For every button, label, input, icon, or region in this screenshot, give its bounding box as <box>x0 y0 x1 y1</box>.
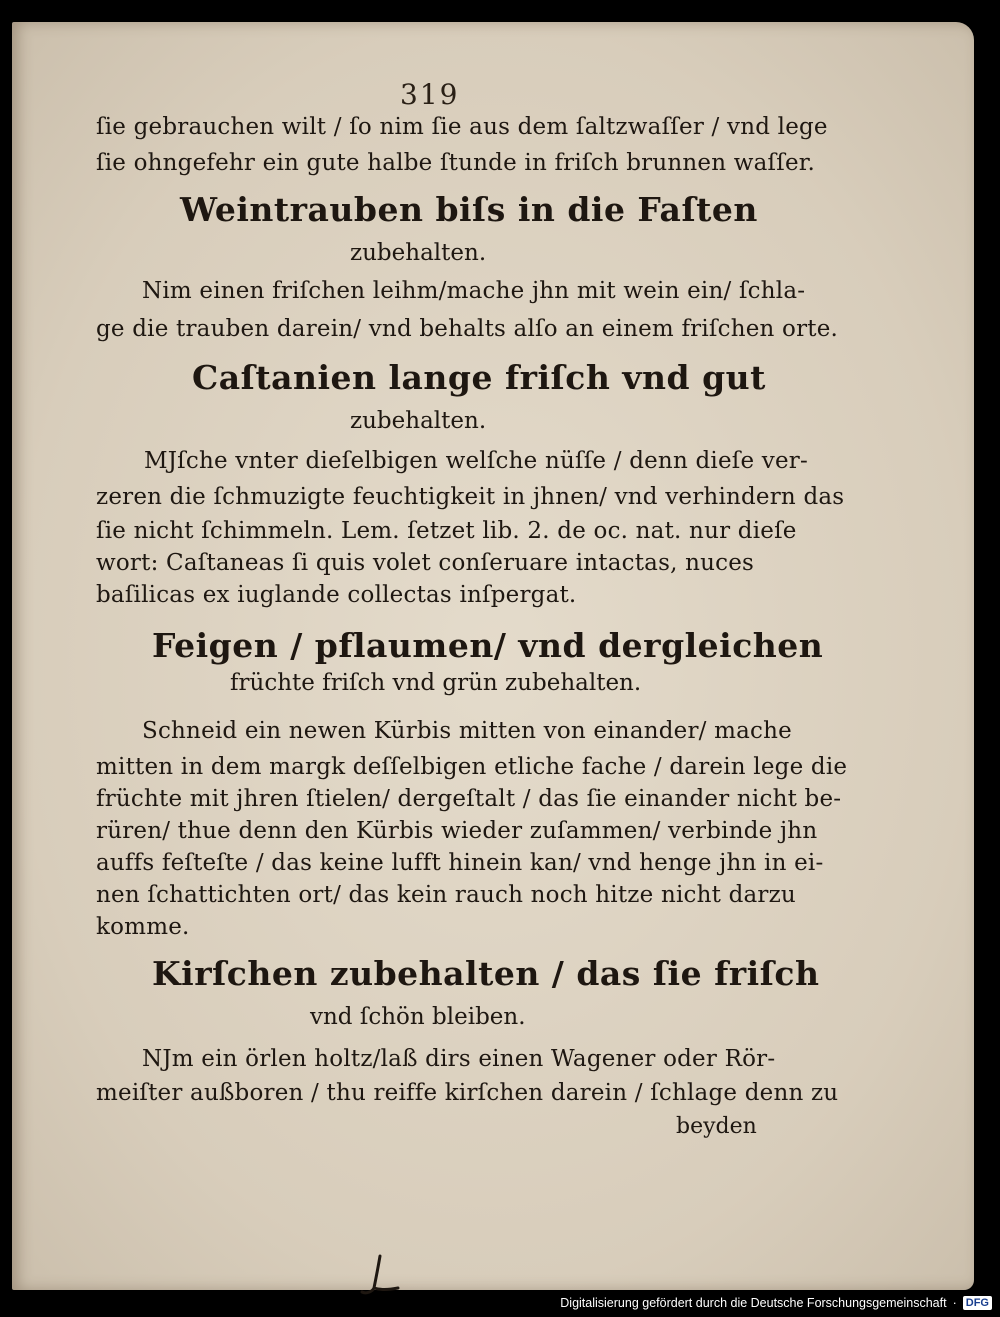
section-heading: Caſtanien lange friſch vnd gut <box>192 358 766 397</box>
text-line: ſie gebrauchen wilt / ſo nim ſie aus dem ſaltzwaſſer / vnd lege <box>96 114 828 140</box>
section-subheading: zubehalten. <box>350 240 487 266</box>
footer-separator: · <box>952 1296 957 1310</box>
text-line: komme. <box>96 914 190 940</box>
footer-text: Digitalisierung gefördert durch die Deutsche Forschungsgemeinschaft <box>560 1296 947 1310</box>
text-line: rüren/ thue denn den Kürbis wieder zuſammen/ verbinde jhn <box>96 818 818 844</box>
text-line: früchte mit jhren ſtielen/ dergeſtalt / das ſie einander nicht be- <box>96 786 842 812</box>
dfg-logo: DFG <box>963 1296 992 1310</box>
catchword: beyden <box>676 1114 757 1139</box>
text-line: NJm ein örlen holtz/laß dirs einen Wagener oder Rör- <box>142 1046 776 1072</box>
section-subheading: zubehalten. <box>350 408 487 434</box>
text-line: nen ſchattichten ort/ das kein rauch noch hitze nicht darzu <box>96 882 796 908</box>
section-heading: Weintrauben biſs in die Faſten <box>180 190 758 229</box>
book-page <box>12 22 974 1290</box>
section-heading: Kirſchen zubehalten / das ſie friſch <box>152 954 820 993</box>
text-line: Schneid ein newen Kürbis mitten von einander/ mache <box>142 718 792 744</box>
text-line: meiſter außboren / thu reiffe kirſchen darein / ſchlage denn zu <box>96 1080 839 1106</box>
text-line: ge die trauben darein/ vnd behalts alſo an einem friſchen orte. <box>96 316 839 342</box>
page-number: 319 <box>400 78 460 111</box>
text-line: auffs feſteſte / das keine lufft hinein kan/ vnd henge jhn in ei- <box>96 850 824 876</box>
text-line: baſilicas ex iuglande collectas inſpergat. <box>96 582 577 608</box>
text-line: wort: Caſtaneas ſi quis volet conſeruare intactas, nuces <box>96 550 755 576</box>
text-line: zeren die ſchmuzigte feuchtigkeit in jhnen/ vnd verhindern das <box>96 484 845 510</box>
text-line: Nim einen friſchen leihm/mache jhn mit wein ein/ ſchla- <box>142 278 806 304</box>
section-subheading: früchte friſch vnd grün zubehalten. <box>230 670 642 696</box>
text-line: ſie nicht ſchimmeln. Lem. ſetzet lib. 2. de oc. nat. nur dieſe <box>96 518 797 544</box>
section-subheading: vnd ſchön bleiben. <box>310 1004 526 1030</box>
section-heading: Feigen / pflaumen/ vnd dergleichen <box>152 626 824 665</box>
footer-credit <box>560 1292 992 1314</box>
text-line: mitten in dem margk deſſelbigen etliche fache / darein lege die <box>96 754 848 780</box>
text-line: MJſche vnter dieſelbigen welſche nüſſe / denn dieſe ver- <box>144 448 808 474</box>
text-line: ſie ohngefehr ein gute halbe ſtunde in friſch brunnen waſſer. <box>96 150 815 176</box>
ink-mark <box>358 1254 402 1296</box>
